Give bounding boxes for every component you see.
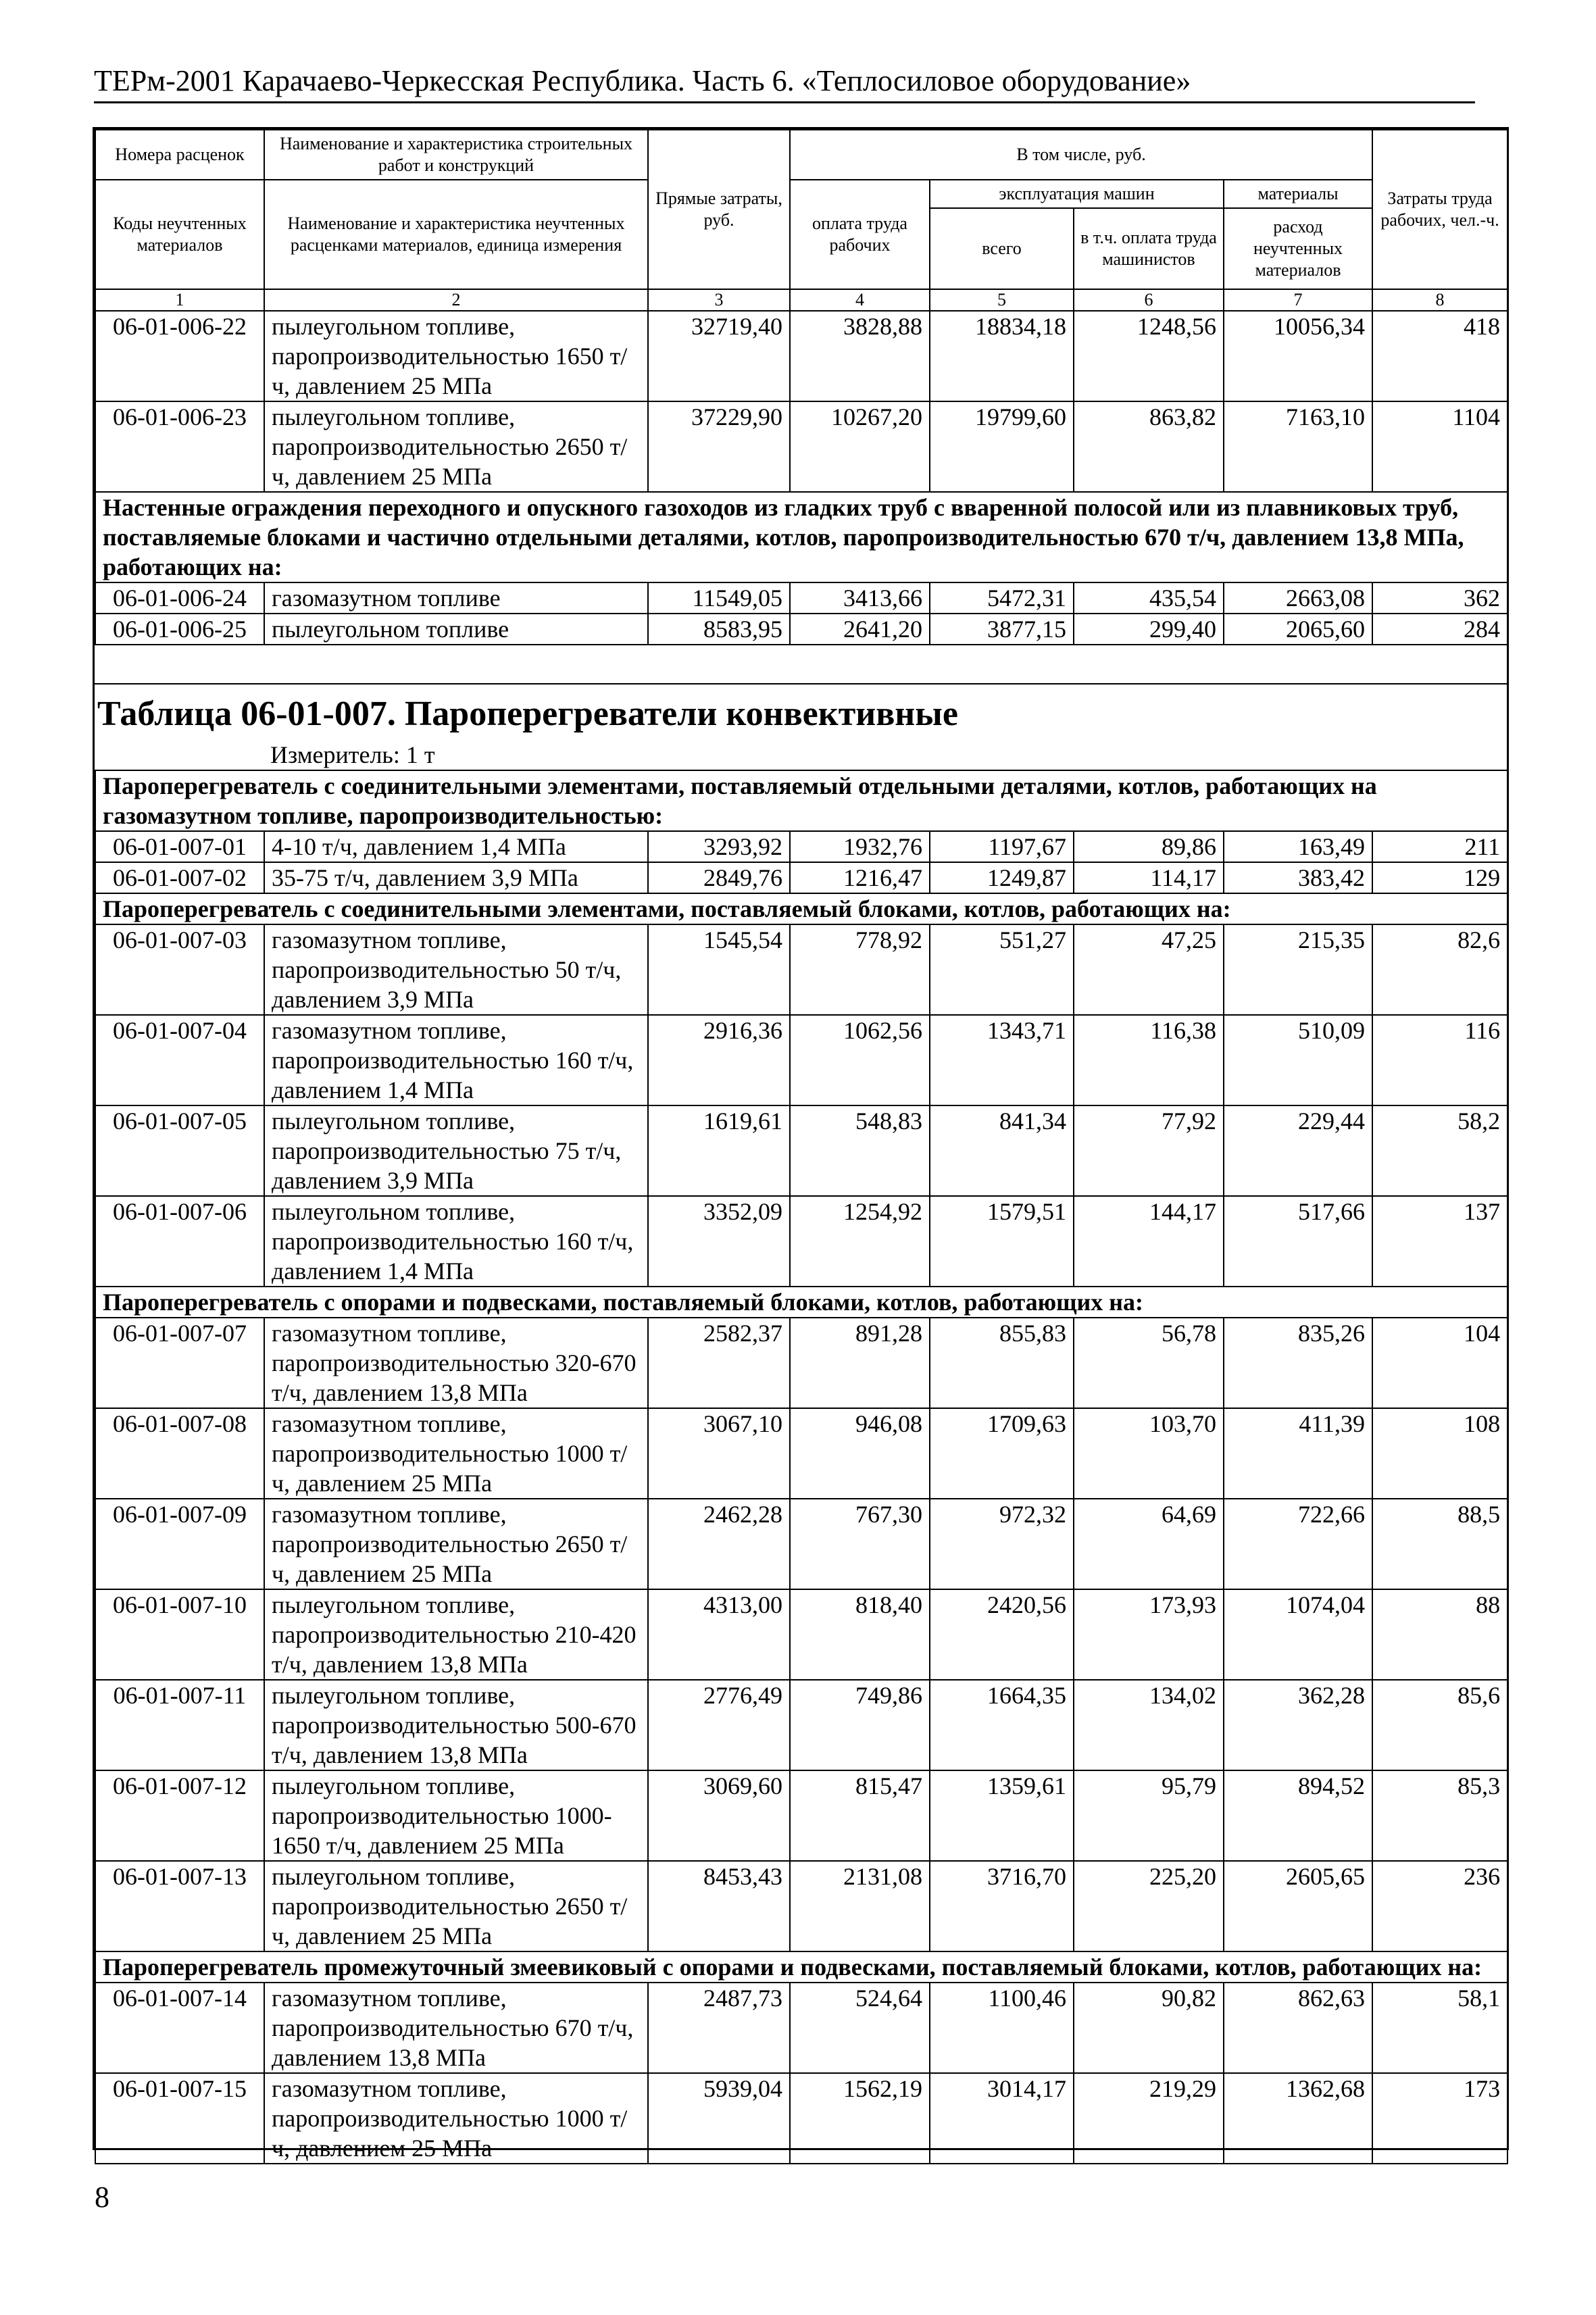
section-heading: Пароперегреватель промежуточный змеевиковый с опорами и подвесками, поставляемый блоками, котлов, работающих на: — [95, 1951, 1507, 1983]
machines-total-cell: 841,34 — [930, 1105, 1074, 1196]
machines-total-cell: 18834,18 — [930, 311, 1074, 401]
rate-name-cell: газомазутном топливе, паропроизводительностью 160 т/ч, давлением 1,4 МПа — [264, 1015, 648, 1105]
section-heading-row — [95, 893, 1507, 924]
rate-name-cell: пылеугольном топливе, паропроизводительностью 210-420 т/ч, давлением 13,8 МПа — [264, 1589, 648, 1680]
column-number: 3 — [648, 289, 790, 311]
materials-cell: 7163,10 — [1224, 401, 1372, 492]
rate-name-cell: пылеугольном топливе, паропроизводительностью 1650 т/ч, давлением 25 МПа — [264, 311, 648, 401]
table-row — [95, 401, 1507, 492]
machinists-wages-cell: 114,17 — [1074, 862, 1224, 893]
machines-total-cell: 1100,46 — [930, 1983, 1074, 2073]
rate-name-cell: пылеугольном топливе, паропроизводительностью 500-670 т/ч, давлением 13,8 МПа — [264, 1680, 648, 1770]
machinists-wages-cell: 144,17 — [1074, 1196, 1224, 1287]
table-row — [95, 1589, 1507, 1680]
wages-cell: 524,64 — [790, 1983, 930, 2073]
direct-costs-cell: 11549,05 — [648, 582, 790, 614]
rate-name-cell: газомазутном топливе, паропроизводительностью 320-670 т/ч, давлением 13,8 МПа — [264, 1318, 648, 1408]
rate-code-cell: 06-01-007-05 — [95, 1105, 264, 1196]
wages-cell: 891,28 — [790, 1318, 930, 1408]
table-row — [95, 1318, 1507, 1408]
rate-name-cell: 35-75 т/ч, давлением 3,9 МПа — [264, 862, 648, 893]
table-row — [95, 1983, 1507, 2073]
machinists-wages-cell: 89,86 — [1074, 831, 1224, 862]
machines-total-cell: 1249,87 — [930, 862, 1074, 893]
direct-costs-cell: 32719,40 — [648, 311, 790, 401]
section-heading-row — [95, 492, 1507, 582]
column-number: 7 — [1224, 289, 1372, 311]
table-header — [95, 130, 1507, 311]
rate-name-cell: пылеугольном топливе, паропроизводительностью 75 т/ч, давлением 3,9 МПа — [264, 1105, 648, 1196]
wages-cell: 749,86 — [790, 1680, 930, 1770]
wages-cell: 1932,76 — [790, 831, 930, 862]
machinists-wages-cell: 56,78 — [1074, 1318, 1224, 1408]
table-row — [95, 1680, 1507, 1770]
column-number: 4 — [790, 289, 930, 311]
page-header — [94, 64, 1475, 103]
rates-table — [95, 129, 1508, 645]
section-heading: Пароперегреватель с соединительными элементами, поставляемый блоками, котлов, работающих на: — [95, 893, 1507, 924]
section-heading-row — [95, 1951, 1507, 1983]
labor-hours-cell: 104 — [1372, 1318, 1507, 1408]
col-header-name: Наименование и характеристика строительных работ и конструкций — [264, 130, 648, 180]
materials-cell: 2663,08 — [1224, 582, 1372, 614]
materials-cell: 1362,68 — [1224, 2073, 1372, 2164]
materials-cell: 2605,65 — [1224, 1861, 1372, 1951]
machinists-wages-cell: 863,82 — [1074, 401, 1224, 492]
rate-code-cell: 06-01-006-23 — [95, 401, 264, 492]
rate-code-cell: 06-01-007-07 — [95, 1318, 264, 1408]
column-number: 1 — [95, 289, 264, 311]
labor-hours-cell: 116 — [1372, 1015, 1507, 1105]
rate-code-cell: 06-01-007-14 — [95, 1983, 264, 2073]
table-row — [95, 1861, 1507, 1951]
labor-hours-cell: 58,1 — [1372, 1983, 1507, 2073]
labor-hours-cell: 236 — [1372, 1861, 1507, 1951]
column-number: 5 — [930, 289, 1074, 311]
machines-total-cell: 1197,67 — [930, 831, 1074, 862]
direct-costs-cell: 5939,04 — [648, 2073, 790, 2164]
wages-cell: 778,92 — [790, 924, 930, 1015]
section-heading: Пароперегреватель с соединительными элементами, поставляемый отдельными деталями, котлов, работающих на газомазутном топливе, паропроизводительностью: — [95, 770, 1507, 831]
table-row — [95, 1015, 1507, 1105]
rate-name-cell: пылеугольном топливе, паропроизводительностью 2650 т/ч, давлением 25 МПа — [264, 1861, 648, 1951]
materials-cell: 10056,34 — [1224, 311, 1372, 401]
direct-costs-cell: 1619,61 — [648, 1105, 790, 1196]
machinists-wages-cell: 134,02 — [1074, 1680, 1224, 1770]
machines-total-cell: 551,27 — [930, 924, 1074, 1015]
table-row — [95, 311, 1507, 401]
table-row — [95, 862, 1507, 893]
section-heading: Настенные ограждения переходного и опускного газоходов из гладких труб с вваренной полосой или из плавниковых труб, поставляемые блоками и частично отдельными деталями, котлов, паропроизводительностью 670 т/ч, давлением 13,8 МПа, работающих на: — [95, 492, 1507, 582]
machinists-wages-cell: 47,25 — [1074, 924, 1224, 1015]
page-number: 8 — [95, 2181, 109, 2214]
labor-hours-cell: 58,2 — [1372, 1105, 1507, 1196]
table-row — [95, 614, 1507, 645]
rate-code-cell: 06-01-007-13 — [95, 1861, 264, 1951]
table-06-01-007-heading — [95, 683, 1507, 770]
col-header-unaccounted-materials: расход неучтенных материалов — [1224, 208, 1372, 289]
materials-cell: 862,63 — [1224, 1983, 1372, 2073]
machinists-wages-cell: 116,38 — [1074, 1015, 1224, 1105]
rate-code-cell: 06-01-007-15 — [95, 2073, 264, 2164]
section-heading-row — [95, 770, 1507, 831]
machines-total-cell: 5472,31 — [930, 582, 1074, 614]
rate-code-cell: 06-01-007-08 — [95, 1408, 264, 1499]
wages-cell: 10267,20 — [790, 401, 930, 492]
rate-code-cell: 06-01-006-24 — [95, 582, 264, 614]
rate-code-cell: 06-01-007-04 — [95, 1015, 264, 1105]
labor-hours-cell: 82,6 — [1372, 924, 1507, 1015]
labor-hours-cell: 88 — [1372, 1589, 1507, 1680]
table-row — [95, 1196, 1507, 1287]
materials-cell: 517,66 — [1224, 1196, 1372, 1287]
col-header-machines: эксплуатация машин — [930, 180, 1224, 208]
table-row — [95, 1499, 1507, 1589]
labor-hours-cell: 85,6 — [1372, 1680, 1507, 1770]
wages-cell: 1216,47 — [790, 862, 930, 893]
col-header-including: В том числе, руб. — [790, 130, 1372, 180]
wages-cell: 818,40 — [790, 1589, 930, 1680]
col-header-machinists-wages: в т.ч. оплата труда машинистов — [1074, 208, 1224, 289]
rate-code-cell: 06-01-006-22 — [95, 311, 264, 401]
direct-costs-cell: 2916,36 — [648, 1015, 790, 1105]
labor-hours-cell: 418 — [1372, 311, 1507, 401]
materials-cell: 894,52 — [1224, 1770, 1372, 1861]
materials-cell: 362,28 — [1224, 1680, 1372, 1770]
labor-hours-cell: 211 — [1372, 831, 1507, 862]
direct-costs-cell: 3293,92 — [648, 831, 790, 862]
labor-hours-cell: 129 — [1372, 862, 1507, 893]
machines-total-cell: 19799,60 — [930, 401, 1074, 492]
machinists-wages-cell: 225,20 — [1074, 1861, 1224, 1951]
materials-cell: 722,66 — [1224, 1499, 1372, 1589]
col-header-machines-total: всего — [930, 208, 1074, 289]
materials-cell: 835,26 — [1224, 1318, 1372, 1408]
table-row — [95, 582, 1507, 614]
rate-name-cell: пылеугольном топливе — [264, 614, 648, 645]
machines-total-cell: 3014,17 — [930, 2073, 1074, 2164]
machinists-wages-cell: 299,40 — [1074, 614, 1224, 645]
direct-costs-cell: 2487,73 — [648, 1983, 790, 2073]
direct-costs-cell: 3352,09 — [648, 1196, 790, 1287]
rate-name-cell: газомазутном топливе, паропроизводительностью 670 т/ч, давлением 13,8 МПа — [264, 1983, 648, 2073]
table-row — [95, 1408, 1507, 1499]
table-body-06-01-007 — [95, 770, 1507, 2164]
col-header-materials: материалы — [1224, 180, 1372, 208]
direct-costs-cell: 2582,37 — [648, 1318, 790, 1408]
wages-cell: 767,30 — [790, 1499, 930, 1589]
machines-total-cell: 1664,35 — [930, 1680, 1074, 1770]
machines-total-cell: 1579,51 — [930, 1196, 1074, 1287]
machines-total-cell: 1359,61 — [930, 1770, 1074, 1861]
machinists-wages-cell: 90,82 — [1074, 1983, 1224, 2073]
wages-cell: 3413,66 — [790, 582, 930, 614]
labor-hours-cell: 284 — [1372, 614, 1507, 645]
machines-total-cell: 1709,63 — [930, 1408, 1074, 1499]
rate-code-cell: 06-01-006-25 — [95, 614, 264, 645]
table-row — [95, 924, 1507, 1015]
rate-code-cell: 06-01-007-01 — [95, 831, 264, 862]
wages-cell: 1562,19 — [790, 2073, 930, 2164]
wages-cell: 2131,08 — [790, 1861, 930, 1951]
rate-name-cell: газомазутном топливе — [264, 582, 648, 614]
rate-name-cell: газомазутном топливе, паропроизводительностью 2650 т/ч, давлением 25 МПа — [264, 1499, 648, 1589]
rate-name-cell: газомазутном топливе, паропроизводительностью 1000 т/ч, давлением 25 МПа — [264, 1408, 648, 1499]
col-header-wages: оплата труда рабочих — [790, 180, 930, 289]
labor-hours-cell: 1104 — [1372, 401, 1507, 492]
rate-name-cell: пылеугольном топливе, паропроизводительностью 160 т/ч, давлением 1,4 МПа — [264, 1196, 648, 1287]
direct-costs-cell: 37229,90 — [648, 401, 790, 492]
materials-cell: 163,49 — [1224, 831, 1372, 862]
labor-hours-cell: 88,5 — [1372, 1499, 1507, 1589]
col-header-codes: Номера расценок — [95, 130, 264, 180]
materials-cell: 2065,60 — [1224, 614, 1372, 645]
column-number: 6 — [1074, 289, 1224, 311]
wages-cell: 815,47 — [790, 1770, 930, 1861]
direct-costs-cell: 1545,54 — [648, 924, 790, 1015]
table-row — [95, 2073, 1507, 2164]
materials-cell: 411,39 — [1224, 1408, 1372, 1499]
rate-code-cell: 06-01-007-09 — [95, 1499, 264, 1589]
section-heading: Пароперегреватель с опорами и подвесками, поставляемый блоками, котлов, работающих на: — [95, 1287, 1507, 1318]
table-body-06-01-006 — [95, 311, 1507, 645]
machines-total-cell: 855,83 — [930, 1318, 1074, 1408]
machinists-wages-cell: 1248,56 — [1074, 311, 1224, 401]
wages-cell: 3828,88 — [790, 311, 930, 401]
machinists-wages-cell: 219,29 — [1074, 2073, 1224, 2164]
rate-name-cell: газомазутном топливе, паропроизводительностью 1000 т/ч, давлением 25 МПа — [264, 2073, 648, 2164]
machinists-wages-cell: 77,92 — [1074, 1105, 1224, 1196]
materials-cell: 215,35 — [1224, 924, 1372, 1015]
direct-costs-cell: 3067,10 — [648, 1408, 790, 1499]
direct-costs-cell: 2462,28 — [648, 1499, 790, 1589]
labor-hours-cell: 137 — [1372, 1196, 1507, 1287]
wages-cell: 2641,20 — [790, 614, 930, 645]
rate-code-cell: 06-01-007-06 — [95, 1196, 264, 1287]
machinists-wages-cell: 64,69 — [1074, 1499, 1224, 1589]
document-title: ТЕРм-2001 Карачаево-Черкесская Республика. Часть 6. «Теплосиловое оборудование» — [94, 64, 1191, 97]
materials-cell: 383,42 — [1224, 862, 1372, 893]
materials-cell: 1074,04 — [1224, 1589, 1372, 1680]
section-heading-row — [95, 1287, 1507, 1318]
machines-total-cell: 972,32 — [930, 1499, 1074, 1589]
materials-cell: 229,44 — [1224, 1105, 1372, 1196]
direct-costs-cell: 2776,49 — [648, 1680, 790, 1770]
column-numbers-row — [95, 289, 1507, 311]
table-title: Таблица 06-01-007. Пароперегреватели конвективные — [97, 695, 958, 733]
rate-name-cell: пылеугольном топливе, паропроизводительностью 2650 т/ч, давлением 25 МПа — [264, 401, 648, 492]
labor-hours-cell: 108 — [1372, 1408, 1507, 1499]
machinists-wages-cell: 95,79 — [1074, 1770, 1224, 1861]
machines-total-cell: 3877,15 — [930, 614, 1074, 645]
machines-total-cell: 3716,70 — [930, 1861, 1074, 1951]
direct-costs-cell: 8583,95 — [648, 614, 790, 645]
table-row — [95, 1770, 1507, 1861]
direct-costs-cell: 4313,00 — [648, 1589, 790, 1680]
machinists-wages-cell: 435,54 — [1074, 582, 1224, 614]
rate-code-cell: 06-01-007-10 — [95, 1589, 264, 1680]
machinists-wages-cell: 173,93 — [1074, 1589, 1224, 1680]
labor-hours-cell: 362 — [1372, 582, 1507, 614]
column-number: 2 — [264, 289, 648, 311]
labor-hours-cell: 173 — [1372, 2073, 1507, 2164]
machines-total-cell: 1343,71 — [930, 1015, 1074, 1105]
labor-hours-cell: 85,3 — [1372, 1770, 1507, 1861]
wages-cell: 1062,56 — [790, 1015, 930, 1105]
col-header-labor: Затраты труда рабочих, чел.-ч. — [1372, 130, 1507, 289]
column-number: 8 — [1372, 289, 1507, 311]
wages-cell: 1254,92 — [790, 1196, 930, 1287]
wages-cell: 946,08 — [790, 1408, 930, 1499]
rates-sheet — [93, 127, 1509, 2162]
machines-total-cell: 2420,56 — [930, 1589, 1074, 1680]
col-header-material-codes: Коды неучтенных материалов — [95, 180, 264, 289]
rate-code-cell: 06-01-007-12 — [95, 1770, 264, 1861]
table-row — [95, 831, 1507, 862]
direct-costs-cell: 8453,43 — [648, 1861, 790, 1951]
wages-cell: 548,83 — [790, 1105, 930, 1196]
unit-of-measure: Измеритель: 1 т — [270, 741, 435, 768]
direct-costs-cell: 2849,76 — [648, 862, 790, 893]
rate-name-cell: газомазутном топливе, паропроизводительностью 50 т/ч, давлением 3,9 МПа — [264, 924, 648, 1015]
materials-cell: 510,09 — [1224, 1015, 1372, 1105]
machinists-wages-cell: 103,70 — [1074, 1408, 1224, 1499]
rate-name-cell: 4-10 т/ч, давлением 1,4 МПа — [264, 831, 648, 862]
table-row — [95, 1105, 1507, 1196]
col-header-direct-costs: Прямые затраты, руб. — [648, 130, 790, 289]
rate-code-cell: 06-01-007-02 — [95, 862, 264, 893]
rate-code-cell: 06-01-007-03 — [95, 924, 264, 1015]
rates-table-06-01-007 — [95, 770, 1508, 2164]
direct-costs-cell: 3069,60 — [648, 1770, 790, 1861]
rate-name-cell: пылеугольном топливе, паропроизводительностью 1000-1650 т/ч, давлением 25 МПа — [264, 1770, 648, 1861]
rate-code-cell: 06-01-007-11 — [95, 1680, 264, 1770]
col-header-material-name: Наименование и характеристика неучтенных расценками материалов, единица измерения — [264, 180, 648, 289]
